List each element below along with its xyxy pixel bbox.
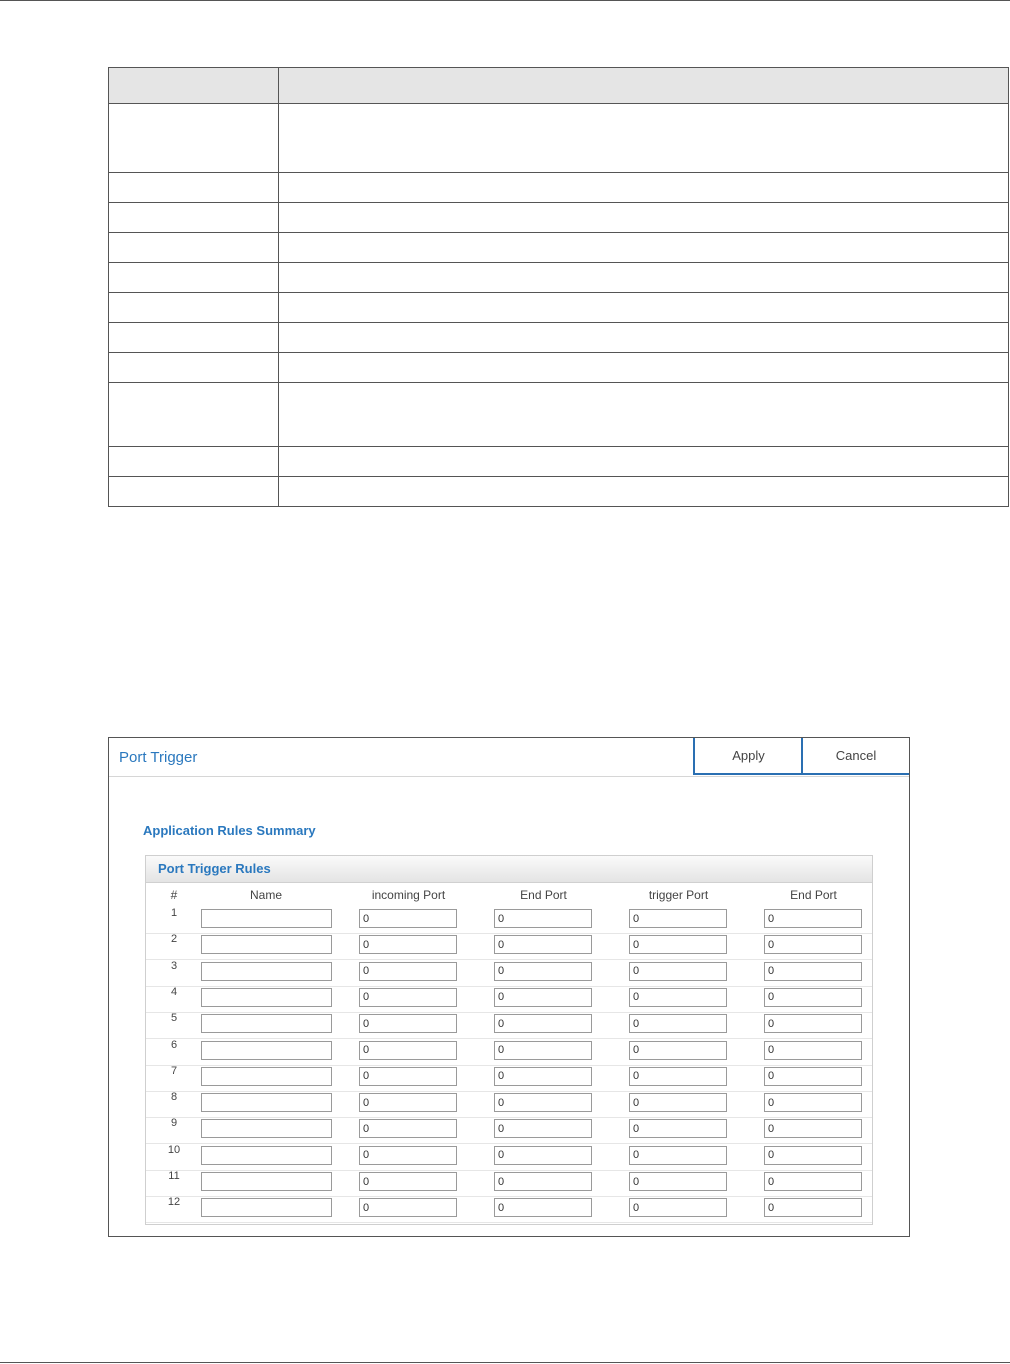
end-port-input[interactable] [494, 1041, 592, 1060]
column-header-trigger-port: trigger Port [648, 888, 709, 902]
table-row [146, 1144, 872, 1171]
table-row [146, 1091, 872, 1118]
row-number: 2 [170, 933, 178, 946]
row-number: 10 [167, 1143, 181, 1156]
description-table-row [109, 233, 1009, 263]
row-number: 7 [170, 1064, 178, 1077]
description-table-row [109, 353, 1009, 383]
trigger-port-input[interactable] [629, 1014, 727, 1033]
incoming-port-input[interactable] [359, 1014, 457, 1033]
description-table-row [109, 203, 1009, 233]
incoming-port-input[interactable] [359, 1172, 457, 1191]
trigger-end-port-input[interactable] [764, 1119, 862, 1138]
row-number: 9 [170, 1117, 178, 1130]
row-number: 11 [168, 1170, 180, 1182]
apply-button[interactable]: Apply [693, 738, 802, 775]
name-input[interactable] [201, 1146, 332, 1165]
trigger-end-port-input[interactable] [764, 1172, 862, 1191]
end-port-input[interactable] [494, 962, 592, 981]
name-input[interactable] [201, 1119, 332, 1138]
table-row [146, 1170, 872, 1197]
trigger-end-port-input[interactable] [764, 1146, 862, 1165]
end-port-input[interactable] [494, 988, 592, 1007]
name-input[interactable] [201, 1198, 332, 1217]
name-input[interactable] [201, 909, 332, 928]
end-port-input[interactable] [494, 1093, 592, 1112]
name-input[interactable] [201, 935, 332, 954]
cancel-button[interactable]: Cancel [801, 738, 909, 775]
name-input[interactable] [201, 1093, 332, 1112]
end-port-input[interactable] [494, 935, 592, 954]
end-port-input[interactable] [494, 1014, 592, 1033]
name-input[interactable] [201, 962, 332, 981]
table-row [146, 1039, 872, 1066]
table-row [146, 907, 872, 934]
trigger-port-input[interactable] [629, 1119, 727, 1138]
trigger-port-input[interactable] [629, 1172, 727, 1191]
trigger-port-input[interactable] [629, 909, 727, 928]
incoming-port-input[interactable] [359, 935, 457, 954]
row-number: 6 [170, 1038, 178, 1051]
name-input[interactable] [201, 988, 332, 1007]
trigger-end-port-input[interactable] [764, 1067, 862, 1086]
trigger-port-input[interactable] [629, 1067, 727, 1086]
incoming-port-input[interactable] [359, 1146, 457, 1165]
name-input[interactable] [201, 1041, 332, 1060]
description-table-row [109, 173, 1009, 203]
panel-title: Port Trigger [119, 749, 198, 766]
header-divider [109, 776, 909, 777]
table-row [146, 1117, 872, 1144]
column-header-incoming-port: incoming Port [371, 888, 446, 902]
trigger-port-input[interactable] [629, 1146, 727, 1165]
column-header-end-port-2: End Port [790, 888, 837, 902]
name-input[interactable] [201, 1014, 332, 1033]
row-number: 12 [167, 1196, 181, 1209]
table-row [146, 1196, 872, 1223]
row-number: 1 [170, 907, 178, 919]
rules-box-header [146, 856, 872, 883]
trigger-end-port-input[interactable] [764, 1014, 862, 1033]
incoming-port-input[interactable] [359, 962, 457, 981]
description-table-row [109, 383, 1009, 447]
trigger-end-port-input[interactable] [764, 962, 862, 981]
end-port-input[interactable] [494, 1198, 592, 1217]
end-port-input[interactable] [494, 1172, 592, 1191]
page-bottom-rule [0, 1362, 1010, 1363]
incoming-port-input[interactable] [359, 1093, 457, 1112]
incoming-port-input[interactable] [359, 909, 457, 928]
incoming-port-input[interactable] [359, 1067, 457, 1086]
trigger-port-input[interactable] [629, 935, 727, 954]
end-port-input[interactable] [494, 1119, 592, 1138]
table-row [146, 1012, 872, 1039]
incoming-port-input[interactable] [359, 988, 457, 1007]
trigger-port-input[interactable] [629, 988, 727, 1007]
incoming-port-input[interactable] [359, 1041, 457, 1060]
description-table-row [109, 477, 1009, 507]
trigger-end-port-input[interactable] [764, 1041, 862, 1060]
name-input[interactable] [201, 1172, 332, 1191]
table-row [146, 960, 872, 987]
trigger-port-input[interactable] [629, 1198, 727, 1217]
description-table-row [109, 293, 1009, 323]
port-trigger-rules-box [145, 855, 873, 1225]
row-number: 8 [170, 1091, 178, 1104]
trigger-port-input[interactable] [629, 1093, 727, 1112]
column-header-number: # [170, 888, 178, 902]
column-header-end-port: End Port [520, 888, 567, 902]
description-table-row [109, 323, 1009, 353]
row-number: 4 [170, 985, 178, 998]
table-row [146, 1065, 872, 1092]
trigger-port-input[interactable] [629, 962, 727, 981]
description-table [108, 67, 1009, 507]
end-port-input[interactable] [494, 909, 592, 928]
description-table-row [109, 447, 1009, 477]
trigger-end-port-input[interactable] [764, 1198, 862, 1217]
trigger-port-input[interactable] [629, 1041, 727, 1060]
trigger-end-port-input[interactable] [764, 909, 862, 928]
incoming-port-input[interactable] [359, 1119, 457, 1138]
trigger-end-port-input[interactable] [764, 1093, 862, 1112]
row-number: 3 [170, 959, 178, 972]
incoming-port-input[interactable] [359, 1198, 457, 1217]
page-top-rule [0, 0, 1010, 1]
name-input[interactable] [201, 1067, 332, 1086]
table-row [146, 986, 872, 1013]
port-trigger-panel [108, 737, 910, 1237]
trigger-end-port-input[interactable] [764, 988, 862, 1007]
end-port-input[interactable] [494, 1067, 592, 1086]
section-title: Application Rules Summary [143, 823, 316, 838]
trigger-end-port-input[interactable] [764, 935, 862, 954]
table-row [146, 933, 872, 960]
row-number: 5 [170, 1012, 178, 1025]
column-header-name: Name [249, 888, 282, 902]
description-table-row [109, 104, 1009, 173]
description-table-header [109, 68, 1009, 104]
end-port-input[interactable] [494, 1146, 592, 1165]
description-table-row [109, 263, 1009, 293]
rules-box-title: Port Trigger Rules [158, 861, 271, 876]
